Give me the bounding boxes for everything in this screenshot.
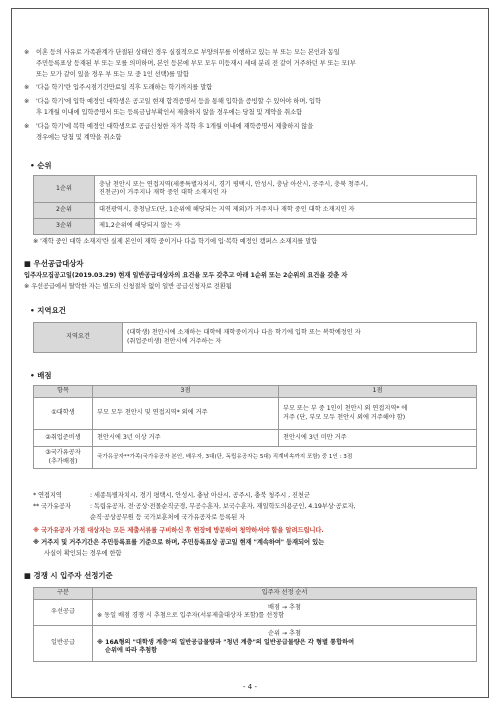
score-merged: 국가유공자**가족(국가유공자 본인, 배우자, 3대(단, 독립유공자는 5대) 직계비속까지 포함) 중 1인 : 3점 bbox=[93, 447, 477, 469]
note-line: 또는 모가 같이 있을 경우 부 또는 모 중 1인 선택)를 말함 bbox=[36, 71, 189, 78]
competition-label: 우선공급 bbox=[34, 599, 93, 625]
score-bold-note: 사실이 확인되는 경우에 한함 bbox=[44, 550, 122, 557]
region-desc: (대학생) 천안시에 소재하는 대학에 재학중이거나 다음 학기에 입학 또는 복학예정인 자 (취업준비생) 천안시에 거주하는 자 bbox=[123, 323, 477, 353]
score-note-text: 순직·공상공무원 등 국가보훈처에 국가유공자로 등록된 자 bbox=[90, 514, 245, 521]
note-line: 후 1개월 이내에 입학증명서 또는 등록금납부확인서 제출하지 않을 경우에는 당첨 및 계약을 취소함 bbox=[36, 109, 303, 116]
competition-table bbox=[33, 587, 477, 662]
rank-desc: 대전광역시, 충청남도(단, 1순위에 해당되는 지역 제외)가 거주지나 재학 중인 대학 소재지인 자 bbox=[95, 203, 477, 219]
score-1pt: 부모 또는 부 중 1인이 천안시 외 연접지역* 에 거주 (단, 부모 모두 천안시 외에 거주해야 함) bbox=[279, 398, 477, 430]
region-label: 지역요건 bbox=[34, 323, 123, 353]
note-mark: ※ bbox=[24, 49, 30, 56]
note-mark: ※ bbox=[24, 98, 30, 105]
rank-table bbox=[33, 175, 477, 235]
score-red-note: ※ 국가유공자 가점 대상자는 모든 제출서류를 구비하신 후 현장에 방문하여 청약하셔야 함을 알려드립니다. bbox=[33, 527, 324, 534]
score-header: 3점 bbox=[93, 386, 279, 398]
score-3pt: 부모 모두 천안시 및 연접지역* 외에 거주 bbox=[93, 398, 279, 430]
note-line: 주민등록표상 등재된 부 또는 모를 의미하며, 본인 등본에 부모 모두 미등재시 세대 분리 전 같이 거주하던 부 또는 모(부 bbox=[36, 60, 356, 67]
priority-title: ■ 우선공급대상자 bbox=[24, 259, 84, 268]
competition-desc: 배점 → 추첨 ※ 동일 배점 경쟁 시 추첨으로 입주자(서류제출대상자 포함)를 선정함 bbox=[93, 599, 477, 625]
score-bold-note: ※ 거주지 및 거주기간은 주민등록표를 기준으로 하며, 주민등록표상 공고일 현재 "계속하여" 등재되어 있는 bbox=[33, 539, 325, 546]
rank-note: ※ '재학 중인 대학 소재지'란 실제 본인이 재학 중이거나 다음 학기에 입·복학 예정인 캠퍼스 소재지를 말함 bbox=[33, 238, 318, 245]
score-1pt: 천안시에 3년 미만 거주 bbox=[279, 430, 477, 447]
note-mark: ※ bbox=[24, 84, 30, 91]
competition-header: 구분 bbox=[34, 588, 93, 600]
score-header: 1점 bbox=[279, 386, 477, 398]
rank-label: 2순위 bbox=[34, 203, 95, 219]
score-note-text: : 세종특별자치시, 경기 평택시, 안성시, 충남 아산시, 공주시, 충북 청주시 , 진천군 bbox=[90, 492, 310, 499]
rank-label: 3순위 bbox=[34, 219, 95, 235]
priority-note: ※ 우선공급에서 탈락한 자는 별도의 신청절차 없이 일반 공급신청자로 전환됨 bbox=[24, 283, 232, 290]
rank-desc: 충남 천안시 또는 연접지역(세종특별자치시, 경기 평택시, 안성시, 충남 아산시, 공주시, 충북 청주시, 진천군)이 거주지나 재학 중인 대학 소재지인 자 bbox=[95, 176, 477, 203]
note-line: 경우에는 당첨 및 계약을 취소함 bbox=[36, 134, 122, 141]
score-header: 항목 bbox=[34, 386, 93, 398]
score-label: ①대학생 bbox=[34, 398, 93, 430]
score-table bbox=[33, 385, 477, 469]
page-number: - 4 - bbox=[243, 683, 257, 691]
competition-title: ■ 경쟁 시 입주자 선정기준 bbox=[24, 571, 113, 580]
rank-heading: • 순위 bbox=[30, 161, 52, 170]
note-mark: ※ bbox=[24, 123, 30, 130]
competition-header: 입주자 선정 순서 bbox=[93, 588, 477, 600]
priority-line: 입주자모집공고일(2019.03.29) 현재 일반공급대상자의 요건을 모두 갖추고 아래 1순위 또는 2순위의 요건을 갖춘 자 bbox=[24, 272, 348, 279]
score-label: ③국가유공자 (추가배점) bbox=[34, 447, 93, 469]
score-heading: • 배점 bbox=[30, 371, 52, 380]
note-line: '다음 학기'란 입주시점기간만료일 직후 도래하는 학기까지를 말함 bbox=[36, 84, 213, 91]
region-heading: • 지역요건 bbox=[30, 306, 66, 315]
score-note-label: * 연접지역 bbox=[33, 492, 62, 499]
score-label: ②취업준비생 bbox=[34, 430, 93, 447]
competition-label: 일반공급 bbox=[34, 625, 93, 661]
region-table bbox=[33, 322, 477, 353]
note-line: 이혼 등의 사유로 가족관계가 단절된 상태인 경우 실질적으로 부양의무를 이행하고 있는 부 또는 모는 본인과 동일 bbox=[36, 49, 340, 56]
note-line: '다음 학기'에 입학 예정인 대학생은 공고일 현재 합격증명서 등을 통해 입학을 증빙할 수 있어야 하며, 입학 bbox=[36, 98, 321, 105]
rank-label: 1순위 bbox=[34, 176, 95, 203]
score-3pt: 천안시에 3년 이상 거주 bbox=[93, 430, 279, 447]
note-line: '다음 학기'에 복학 예정인 대학생으로 공급신청한 자가 복학 후 1개월 이내에 재학증명서 제출하지 않을 bbox=[36, 123, 314, 130]
rank-desc: 제1,2순위에 해당되지 않는 자 bbox=[95, 219, 477, 235]
score-note-label: ** 국가유공자 bbox=[33, 503, 71, 510]
competition-desc: 순위 → 추첨 ※ 16A형의 "대학생 계층"의 일반공급물량과 "청년 계층"의 일반공급물량은 각 형별 통합하여 순위에 따라 추첨함 bbox=[93, 625, 477, 661]
score-note-text: : 독립유공자, 전·공상·전몰순직군경, 무공수훈자, 보국수훈자, 재일학도의용군인, 4.19부상·공로자, bbox=[90, 503, 356, 510]
